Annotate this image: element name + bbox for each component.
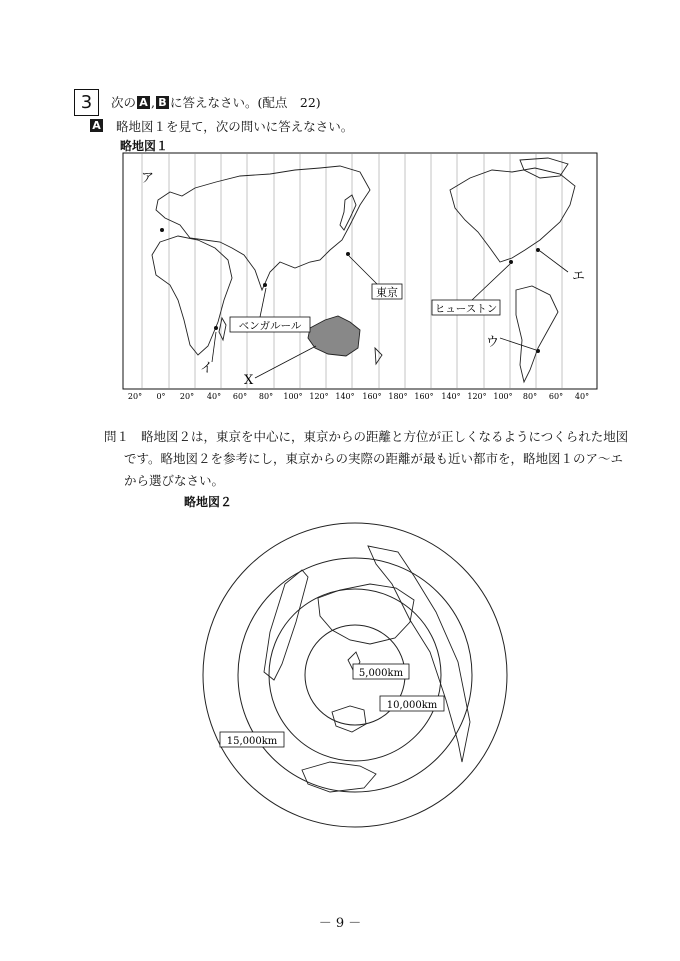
lon-label: 140° — [335, 392, 355, 401]
q1-line2: です。略地図２を参考にし，東京からの実際の距離が最も近い都市を，略地図１のア～エ — [124, 451, 624, 466]
label-e: エ — [572, 269, 586, 284]
lon-label: 40° — [574, 392, 590, 401]
instruction-sep: , — [151, 95, 155, 110]
map2-antarctica — [302, 762, 376, 792]
question-number: 3 — [74, 89, 99, 116]
page-number: － 9 － — [318, 916, 362, 931]
city-dot-tokyo — [346, 252, 350, 256]
label-u: ウ — [486, 335, 500, 350]
lon-label: 40° — [206, 392, 222, 401]
lon-label: 120° — [309, 392, 329, 401]
city-dot-i — [214, 326, 218, 330]
label-i: イ — [200, 361, 214, 376]
bengaluru-label: ベンガルール — [238, 320, 302, 332]
ring-5000-label: 5,000km — [358, 668, 404, 679]
map2 — [200, 512, 520, 834]
lon-label: 20° — [179, 392, 195, 401]
lon-label: 100° — [283, 392, 303, 401]
lon-label: 120° — [467, 392, 487, 401]
houston-label: ヒューストン — [434, 303, 498, 315]
map1-longitude-labels — [128, 392, 589, 401]
map2-title: 略地図２ — [184, 495, 233, 509]
lon-label: 160° — [414, 392, 434, 401]
lon-label: 100° — [493, 392, 513, 401]
instruction-pre: 次の — [111, 95, 137, 110]
label-a: ア — [141, 171, 155, 186]
ring-10000-label: 10,000km — [386, 700, 438, 711]
city-dot-houston — [509, 260, 513, 264]
lon-label: 0° — [156, 392, 166, 401]
badge-a-inline: A — [137, 96, 150, 109]
tokyo-label: 東京 — [376, 286, 398, 299]
ring-15000-label: 15,000km — [226, 736, 278, 747]
lon-label: 20° — [127, 392, 143, 401]
lon-label: 140° — [441, 392, 461, 401]
lon-label: 80° — [258, 392, 274, 401]
city-dot-bengaluru — [263, 283, 267, 287]
city-dot-u — [536, 349, 540, 353]
section-a-text: 略地図１を見て，次の問いに答えなさい。 — [116, 119, 354, 134]
city-dot-e — [536, 248, 540, 252]
lon-label: 80° — [522, 392, 538, 401]
map2-outer-landmass — [368, 546, 470, 762]
q1-label: 問１ — [104, 429, 130, 444]
map2-americas — [264, 570, 308, 680]
lon-label: 60° — [232, 392, 248, 401]
map1-title: 略地図１ — [120, 139, 169, 153]
q1-line3: から選びなさい。 — [124, 473, 225, 488]
q1-line1: 略地図２は，東京を中心に，東京からの距離と方位が正しくなるようにつくられた地図 — [141, 429, 629, 444]
section-a-badge: A — [90, 119, 103, 132]
map2-australia — [332, 706, 366, 732]
badge-b-inline: B — [156, 96, 169, 109]
lon-label: 160° — [362, 392, 382, 401]
city-dot-a — [160, 228, 164, 232]
question-instruction — [111, 93, 321, 111]
lon-label: 60° — [548, 392, 564, 401]
q1-block — [104, 426, 629, 492]
map2-eurasia — [318, 584, 414, 644]
instruction-post: に答えなさい。(配点 22) — [170, 95, 321, 110]
label-x: X — [244, 373, 254, 388]
map1 — [120, 150, 600, 402]
lon-label: 180° — [388, 392, 408, 401]
